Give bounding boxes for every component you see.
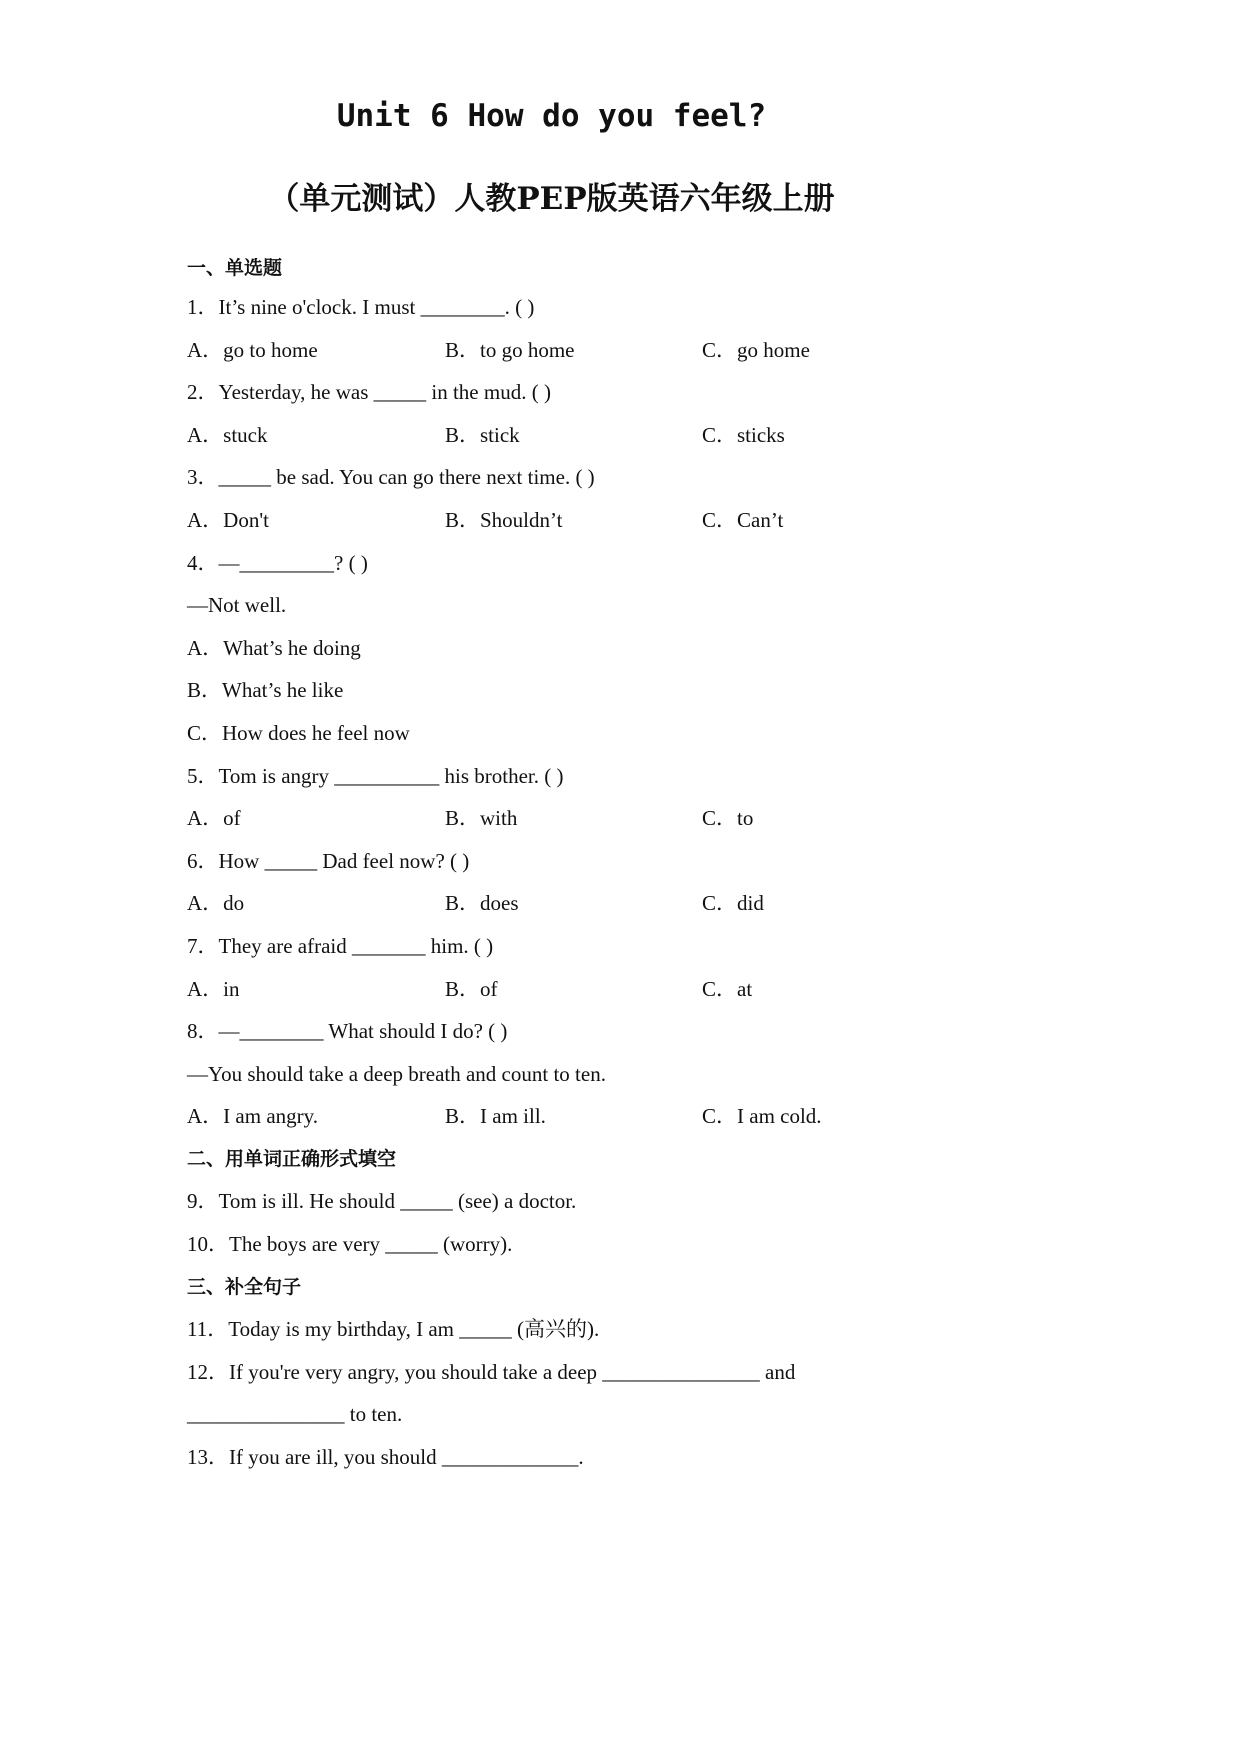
question-3-options — [187, 499, 887, 542]
question-11: 11．Today is my birthday, I am _____ (高兴的). — [187, 1317, 600, 1342]
question-4: 4．—_________? ( ) — [187, 550, 368, 575]
question-8: 8．—________ What should I do? ( ) — [187, 1019, 508, 1044]
option-c: C．did — [702, 891, 764, 916]
option-a: A．in — [187, 976, 240, 1001]
option-a: A．of — [187, 806, 241, 831]
option-b: B．stick — [445, 422, 520, 447]
option-a: A．stuck — [187, 422, 268, 447]
option-a: A．do — [187, 891, 245, 916]
section-heading-complete-sentences: 三、补全句子 — [187, 1275, 302, 1298]
option-a: A．go to home — [187, 337, 318, 362]
option-a: A．I am angry. — [187, 1104, 319, 1129]
option-b: B．What’s he like — [187, 678, 344, 703]
question-2-options — [187, 414, 887, 457]
option-b: B．I am ill. — [445, 1104, 546, 1129]
question-8-options — [187, 1095, 887, 1138]
question-10: 10．The boys are very _____ (worry). — [187, 1232, 513, 1257]
question-9: 9．Tom is ill. He should _____ (see) a doctor. — [187, 1189, 577, 1214]
question-2: 2．Yesterday, he was _____ in the mud. ( ) — [187, 380, 551, 405]
worksheet-body — [187, 250, 887, 1479]
question-5-options — [187, 797, 887, 840]
question-1: 1．It’s nine o'clock. I must ________. ( ) — [187, 295, 535, 319]
section-heading-multiple-choice: 一、单选题 — [187, 257, 283, 279]
option-a: A．What’s he doing — [187, 635, 361, 660]
option-b: B．to go home — [445, 337, 575, 362]
question-8-reply: —You should take a deep breath and count to ten. — [187, 1061, 606, 1086]
question-12-line-1: 12．If you're very angry, you should take a deep _______________ and — [187, 1359, 796, 1384]
question-12-line-2: _______________ to ten. — [187, 1402, 403, 1427]
option-b: B．does — [445, 891, 519, 916]
option-c: C．sticks — [702, 422, 785, 447]
option-c: C．How does he feel now — [187, 720, 410, 745]
option-c: C．Can’t — [702, 507, 784, 532]
option-c: C．go home — [702, 337, 810, 362]
option-b: B．of — [445, 976, 498, 1001]
question-7: 7．They are afraid _______ him. ( ) — [187, 933, 494, 958]
question-6-options — [187, 882, 887, 925]
section-heading-word-forms: 二、用单词正确形式填空 — [187, 1147, 397, 1170]
option-c: C．at — [702, 976, 753, 1001]
question-13: 13．If you are ill, you should _____________. — [187, 1445, 584, 1470]
page-title: Unit 6 How do you feel? — [336, 98, 767, 134]
question-1-options — [187, 329, 887, 372]
option-a: A．Don't — [187, 507, 269, 532]
page-subtitle: （单元测试）人教PEP版英语六年级上册 — [268, 181, 835, 217]
option-b: B．with — [445, 806, 518, 831]
question-7-options — [187, 968, 887, 1011]
option-b: B．Shouldn’t — [445, 507, 563, 532]
question-6: 6．How _____ Dad feel now? ( ) — [187, 848, 470, 873]
option-c: C．to — [702, 806, 754, 831]
question-4-reply: —Not well. — [187, 593, 287, 618]
question-3: 3．_____ be sad. You can go there next time. ( ) — [187, 465, 595, 490]
option-c: C．I am cold. — [702, 1104, 822, 1129]
question-5: 5．Tom is angry __________ his brother. ( ) — [187, 763, 564, 788]
